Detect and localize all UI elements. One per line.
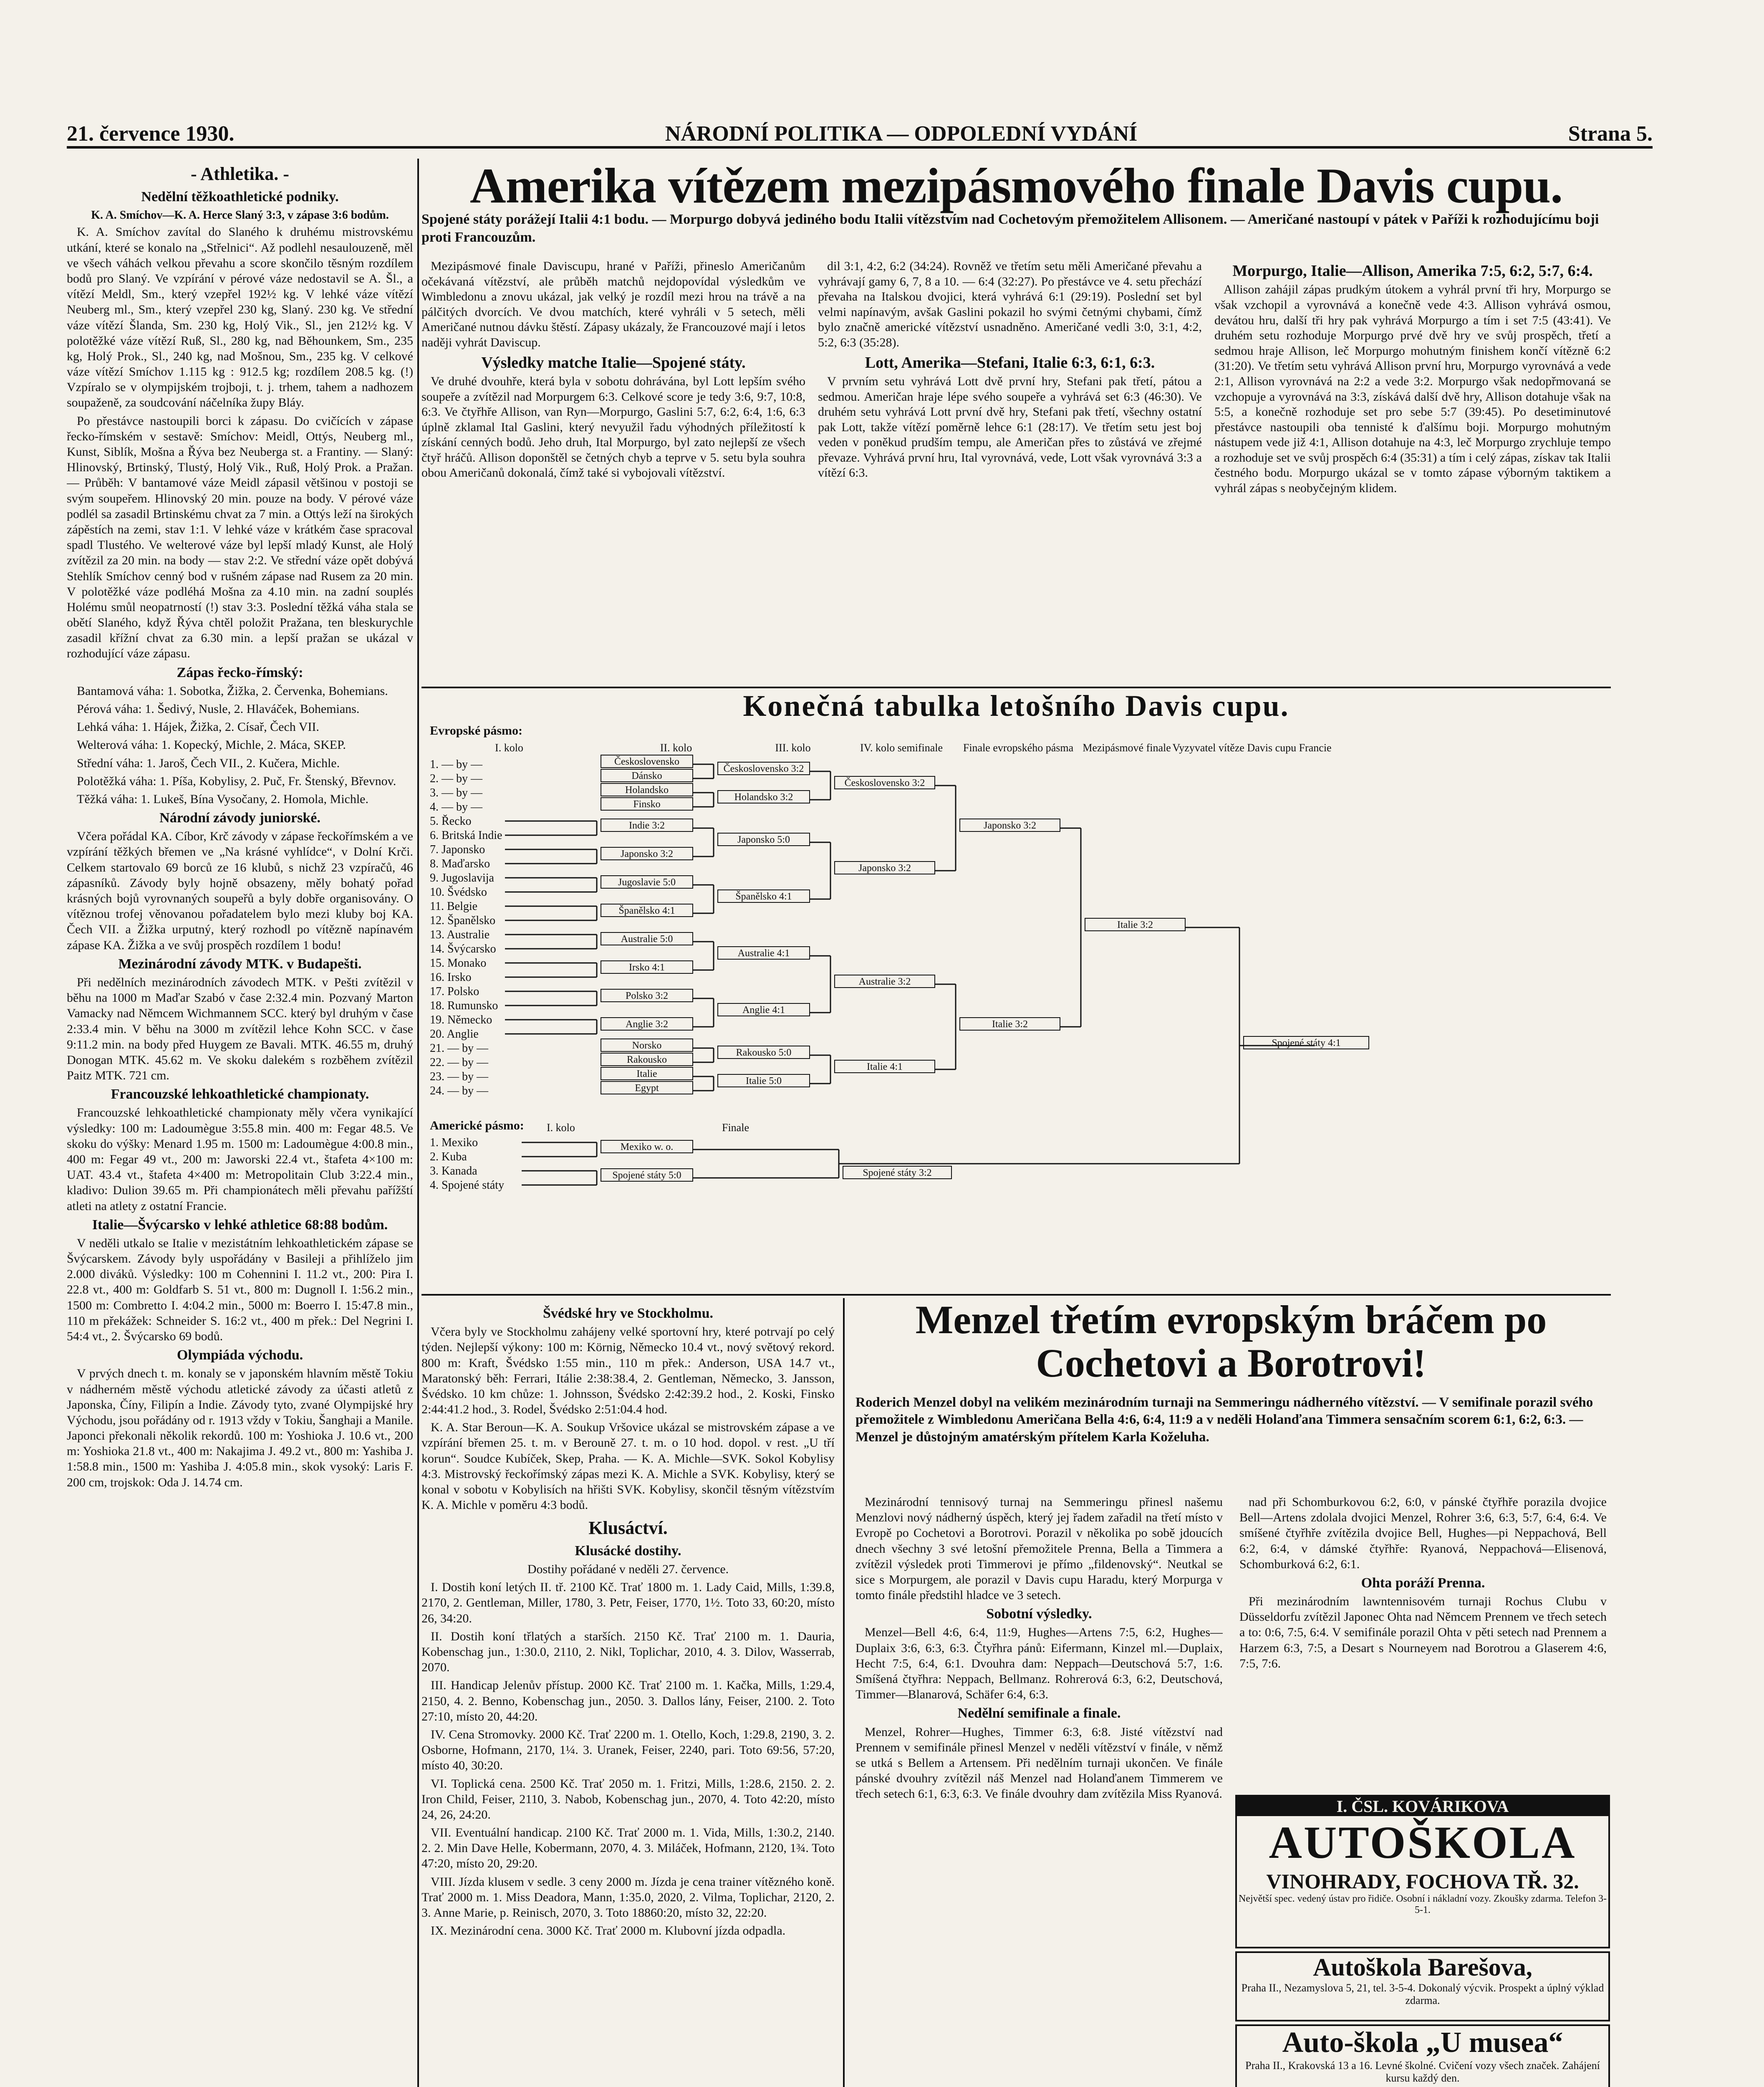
round2-4: Finsko — [633, 799, 661, 810]
round2-7: Jugoslavie 5:0 — [618, 877, 676, 888]
menzel-results-title: Sobotní výsledky. — [986, 1606, 1092, 1622]
weight-class-3: Lehká váha: 1. Hájek, Žižka, 2. Císař, Čech VII. — [77, 720, 319, 734]
round3-5: Australie 4:1 — [737, 948, 790, 959]
round2-3: Holandsko — [625, 785, 669, 796]
weightlifting-paragraph-2: Po přestávce nastoupili borci k zápasu. Do cvičících v zápase řecko-římském v sestavě: Smíchov: Meidl, Ottýs, Neuberg ml., Kunst, Siblík, Mošna a Řýva bez Neuberga st. a Frantiny. — Slaný: Hlinovský, Brtinský, Tlustý, Holý Vik., Ruß, Holý Prok. a Pražan. — Průběh: V bantamové váze Meidl zápasil většinou v postoji se svým soupeřem. Hlinovský 20 min. pouze na body. V pérové váze podlél sa zasadil Brtinskému chvat za 7 min. a Ottýs leží na širokých zápěstích na zemi, stav 1:1. V lehké váze v krátkém čase spracoval spadl Tlustého. Ve welterové váze byl lepší mladý Kunst, ale Holý zvítězil za 20 min. na body — stav 2:2. Ve střední váze opět dobývá Stehlík Smíchov cenný bod v rušném zápase nad Rusem za 20 min. V polotěžké váze podléhá Mošna za 4.10 min. na zadní souplés Holému smůl neopatrností (!) stav 3:3. Poslední těžká váha stala se obětí Slaného, když Řýva chtěl položit Pražana, ten bleskurychle zasadil křížní chvat za 6.30 min. a lepší pražan se ukázal v rozhodující váze zápasu. — [67, 414, 413, 661]
weightlifting-subtitle: K. A. Smíchov—K. A. Herce Slaný 3:3, v zápase 3:6 bodům. — [91, 208, 389, 222]
davis-c2b-text: V prvním setu vyhrává Lott dvě první hry, Stefani pak třetí, pátou a sedmou. Američan hraje lépe svého soupeře a vyhrává set 6:3 (46:30). Ve druhém setu vyhrává Lott první dvě hry, Stefani pak třetí, všechny ostatní pak Lott, takže vítězí poměrně lehce 6:1 (28:17). Ve třetím setu jest boj veden v poněkud prudším tempu, ale Američan přes to zůstává ve zřejmé převaze. Vyhrává první hru, Ital vyrovnává, vede, Lott však vyrovnává 3:3 a vítězí 6:3. — [818, 374, 1202, 480]
entry-9: 9. Jugoslavija — [430, 872, 494, 884]
menzel-results-text: Menzel—Bell 4:6, 6:4, 11:9, Hughes—Artens 7:5, 6:2, Hughes—Duplaix 3:6, 6:3, 6:3. Čtyřhra pánů: Eifermann, Kinzel ml.—Duplaix, Hecht 7:5, 6:4, 6:1. Dvouhra dam: Neppach—Deutschová 5:7, 1:6. Smíšená čtyřhra: Neppach, Bellmanz. Rohrerová 6:3, 6:2, Deutschová, Timmer—Blanarová, Schäfer 6:4, 6:3. — [856, 1625, 1223, 1702]
column-header-5: Finale evropského pásma — [963, 742, 1074, 754]
round2-12: Anglie 3:2 — [626, 1019, 668, 1030]
entry-14: 14. Švýcarsko — [430, 942, 496, 955]
davis-c1-text: Mezipásmové finale Daviscupu, hrané v Paříži, přineslo Američanům očekávaná vítězství, ale průběh matchů nejdopovídal výsledkům ve Wimbledonu a znovu ukázal, jak velký je rozdíl mezi hrou na trávě a na pálčitých dvorcích. Ve dvou matchích, které vyhráli v 5 setech, měli Američané nutnou dávku štěstí. Zápasy ukázaly, že Francouzové mají i letos naději vyhrát Daviscup. — [421, 259, 805, 349]
round3-4: Španělsko 4:1 — [735, 891, 792, 902]
italy-switzerland-title: Italie—Švýcarsko v lehké athletice 68:88 bodům. — [92, 1217, 388, 1233]
entry-21: 21. — by — — [430, 1042, 488, 1055]
ad1-sub: VINOHRADY, FOCHOVA TŘ. 32. — [1266, 1870, 1579, 1893]
am-final-winner: Spojené státy 3:2 — [863, 1167, 932, 1178]
menzel-column-2 — [1239, 1494, 1607, 1786]
am-entry-3: 3. Kanada — [430, 1165, 477, 1177]
column-header-6: Mezipásmové finale — [1083, 742, 1171, 754]
page-header — [67, 117, 1653, 149]
trotting-date: Dostihy pořádané v neděli 27. července. — [527, 1562, 729, 1577]
davis-c1-title: Výsledky matche Italie—Spojené státy. — [481, 354, 746, 371]
junior-text: Včera pořádal KA. Cíbor, Krč závody v zápase řeckořímském a ve vzpírání těžkých břemen ve „Na krásné vyhlídce“, v Dolní Krči. Celkem startovalo 69 borců ze 16 klubů, s nichž 23 vzpíračů, 46 zápasníků. Závody byly hojně obsazeny, měly bohatý pořad krásných bojů vyrovnaných soupeřů a byly dobře organisovány. O vítěznou trofej věnovanou pořadatelem bylo mezi kluby boj KA. Čech VII. a Žižka urputný, který rozhodl po vítězně napínavém zápase KA. Žižka a ve svůj prospěch rozdílem 1 bodu! — [67, 829, 413, 952]
america-col-1: I. kolo — [547, 1122, 575, 1134]
am-round2-1: Mexiko w. o. — [620, 1142, 674, 1152]
entry-18: 18. Rumunsko — [430, 999, 498, 1012]
race-8: IX. Mezinárodní cena. 3000 Kč. Trať 2000 m. Klubovní jízda odpadla. — [431, 1924, 786, 1938]
weight-class-1: Bantamová váha: 1. Sobotka, Žižka, 2. Červenka, Bohemians. — [77, 684, 388, 698]
round2-8: Španělsko 4:1 — [618, 905, 675, 916]
entry-1: 1. — by — — [430, 758, 482, 771]
ad3-main: Auto-škola „U musea“ — [1282, 2026, 1563, 2059]
italy-switzerland-text: V neděli utkalo se Italie v mezistátním lehkoathletickém zápase se Švýcarskem. Závody byly uspořádány v Basileji a přihlíželo jim 2.000 diváků. Výsledky: 100 m Cohennini I. 11.2 vt., 200: Pira I. 22.8 vt., 400 m: Goldfarb S. 51 vt., 800 m: Dugnoll I. 1:56.2 min., 1500 m: Combretto I. 4:04.2 min., 5000 m: Boerro I. 15:47.8 min., 110 m překážek: Schneider S. 16:2 vt., 400 m přek.: Del Negrini I. 54:4 vt., 2. Švýcarsko 69 bodů. — [67, 1236, 413, 1344]
menzel-headline: Menzel třetím evropským bráčem po Cochetovi a Borotrovi! — [915, 1297, 1547, 1385]
menzel-text-1: Mezinárodní tennisový turnaj na Semmeringu přinesl našemu Menzlovi nový nádherný úspěch, který jej řadem zařadil na třetí místo v Evropě po Cochetovi a Borotrovi. Porazil v několika po sobě jdoucích dnech všechny 3 své letošní přemožitele Prenna, Bella a Timmera a zvítězil výsledek proti Timmerovi je přímo „fildenovský“. Neutkal se sice s Morpurgem, ale porazil v Davis cupu Haradu, který Morpurga v tomto finále předstihl hladce ve 3 setech. — [856, 1495, 1223, 1602]
entry-16: 16. Irsko — [430, 971, 472, 984]
am-entry-4: 4. Spojené státy — [430, 1179, 505, 1192]
entry-11: 11. Belgie — [430, 900, 478, 913]
stockholm-text: Včera byly ve Stockholmu zahájeny velké sportovní hry, které potrvají po celý týden. Nejlepší výkony: 100 m: Körnig, Německo 10.4 vt., nový světový rekord. 800 m: Kraft, Švédsko 1:55 min., 110 m přek.: Anderson, USA 14.7 vt., Maratonský běh: Ferrari, Itálie 2:38:38.4, 2. Gentleman, Německo, 3. Jansson, Švédsko. 10 km chůze: 1. Johnsson, Švédsko 2:42:39.2 hod., 2. Koski, Finsko 2:44:41.2 hod., 3. Rodel, Švédsko 2:51:04.4 hod. — [421, 1325, 835, 1417]
round4-3: Australie 3:2 — [858, 976, 911, 987]
round2-16: Egypt — [635, 1083, 659, 1094]
round2-1: Československo — [614, 756, 679, 767]
entry-13: 13. Australie — [430, 928, 490, 941]
column-header-3: III. kolo — [775, 742, 811, 754]
menzel-text-2: nad při Schomburkovou 6:2, 6:0, v pánské čtyřhře porazila dvojice Bell—Artens zdolala dvojici Menzel, Rohrer 3:6, 6:3, 5:7, 6:4, 6:4. Ve smíšené čtyřhře zvítězila dvojice Bell, Hughes—pi Neppachová, Bell 6:2, 6:4, v dámské čtyřhře: Ryanová, Neppachová—Elisenová, Schomburková 6:2, 6:1. — [1239, 1495, 1607, 1571]
column-header-4: IV. kolo semifinale — [860, 742, 943, 754]
davis-c3-text: Allison zahájil zápas prudkým útokem a vyhrál první tři hry, Morpurgo se však vzchopil a vyrovnává a konečně vede 4:3. Allison vyhrává osmou, devátou hru, další tři hry pak vyhrává Morpurgo a tím i set 7:5 (43:41). Ve druhém setu rozhoduje Morpurgo prvé dvě hry ve svůj prospěch, třetí a sedmou hraje Allison, leč Morpurgo mohutným finishem končí vítězně 6:2 (31:20). Ve třetím setu vyhrává Allison první hru, Morpurgo vyrovnává a vede 2:1, Allison vyrovnává na 2:2 a vede 3:2. Morpurgo však nedopřmovaná se vzchopuje a vyrovnává na 3:3, získává další dvě hry, Allison dotahuje však na 5:5, a konečně rozhoduje set pro sebe 5:7 (39:45). Po desetiminutové přestávce nastoupili oba tennisté k ďalšímu boji. Morpurgo mohutným nástupem vede již 4:1, Allison dotahuje na 4:3, leč Morpurgo zrychluje tempo a rozhoduje set ve svůj prospěch 6:4 (35:31) a tím i celý zápas, získav tak Italii čestného bodu. Morpurgo ukázal se v tomto zápase výborným taktikem a vyhrál zápas s neobyčejným klidem. — [1214, 283, 1611, 495]
menzel-results2-title: Nedělní semifinale a finale. — [957, 1705, 1121, 1721]
davis-c2-title: Lott, Amerika—Stefani, Italie 6:3, 6:1, 6:3. — [865, 354, 1155, 371]
table-bottom-rule — [421, 1294, 1611, 1296]
davis-column-2 — [818, 259, 1202, 685]
junior-title: Národní závody juniorské. — [159, 810, 320, 826]
round3-8: Italie 5:0 — [746, 1076, 782, 1086]
weightlifting-paragraph-1: K. A. Smíchov zavítal do Slaného k druhému mistrovskému utkání, které se konalo na „Střelnici“. Až podlehl nesaulouzeně, měl ve všech váhách velkou převahu a score skončilo těsným rozdílem bodů pro Slaný. Ve vzpírání v pérové váze nedostavil se A. Šl., a vítězí Meldl, Sm., který vzepřel 192½ kg. V lehké váze vítězí Neuberg ml., Sm., který vzepřel 230 kg, Slaný. 230 kg. Ve střední váze vítězí Šlanda, Sm. 230 kg, Holý Vik., Sl., jen 212½ kg. V polotěžké váze vítězí Ruß, Sl., 280 kg, nad Běhounkem, Sm., 235 kg, Holý Prok., Sl., 240 kg, nad Mošnou, Sm., 235 kg. V celkové váze vítězí Smíchov 1.115 kg : 912.5 kg; rozdílem 208.5 kg. (!) Vzpíralo se v olympijském trojboji, t. j. trhem, tahem a nadhozem soupaženě, za soudcování náčelníka župy Bláy. — [67, 225, 413, 410]
weight-class-2: Pérová váha: 1. Šedivý, Nusle, 2. Hlaváček, Bohemians. — [77, 702, 360, 716]
round4-1: Československo 3:2 — [844, 778, 925, 788]
ohta-title: Ohta poráží Prenna. — [1361, 1575, 1485, 1591]
entry-3: 3. — by — — [430, 786, 482, 799]
ad2-sub: Praha II., Nezamyslova 5, 21, tel. 3-5-4. Dokonalý výcvik. Prospekt a úplný výklad zdarma. — [1241, 1982, 1604, 2006]
entry-8: 8. Maďarsko — [430, 857, 490, 870]
round2-6: Japonsko 3:2 — [621, 849, 673, 859]
column-header-1: I. kolo — [495, 742, 523, 754]
race-1: I. Dostih koní letých II. tř. 2100 Kč. Trať 1800 m. 1. Lady Caid, Mills, 1:39.8, 2170, 2. Gentleman, Miller, 1780, 3. Petr, Feiser, 1770, 1½. Toto 33, 60:20, místo 26, 34:20. — [421, 1580, 835, 1625]
round4-4: Italie 4:1 — [867, 1061, 903, 1072]
ohta-text: Při mezinárodním lawntennisovém turnaji Rochus Clubu v Düsseldorfu zvítězil Japonec Ohta nad Němcem Prennem ve třech setech a to: 0:6, 7:5, 6:4. V semifinále porazil Ohta v pěti setech nad Prennem a Harzem 6:3, 7:5, a Desart s Nourneyem nad Borotrou a Glaserem 4:6, 7:5, 7:6. — [1239, 1594, 1607, 1670]
weight-class-4: Welterová váha: 1. Kopecký, Michle, 2. Máca, SKEP. — [77, 738, 346, 752]
round3-3: Japonsko 5:0 — [737, 834, 790, 845]
column-header-7: Vyzyvatel vítěze Davis cupu Francie — [1172, 742, 1332, 754]
am-entry-1: 1. Mexiko — [430, 1136, 478, 1149]
trotting-section: Klusáctví. — [588, 1518, 668, 1539]
french-champs-text: Francouzské lehkoathletické championaty měly včera vynikající výsledky: 100 m: Ladoumègue 3:55.8 min. 400 m: Fegar 48.5. Ve skoku do výšky: Menard 1.95 m. 1500 m: Ladoumègue 4:00.8 min., 400 m: Fegar 49 vt., 200 m: Jaworski 22.4 vt., štafeta 4×100 m: UAT. 43.4 vt., štafeta 4×400 m: Metropolitain Club 3:22.4 min., kladivo: Dulion 39.65 m. Při championátech měli převahu pařížští atleti na atlety z ostatní Francie. — [67, 1106, 413, 1213]
bracket-diagram — [421, 722, 1611, 1290]
entry-4: 4. — by — — [430, 801, 482, 814]
header-masthead: NÁRODNÍ POLITIKA — ODPOLEDNÍ VYDÁNÍ — [665, 122, 1138, 146]
olympiad-title: Olympiáda východu. — [177, 1347, 303, 1363]
davis-c2-text: dil 3:1, 4:2, 6:2 (34:24). Rovněž ve třetím setu měli Američané převahu a vyhrávají gamy 6, 7, 8 a 10. — 6:4 (32:27). Po přestávce ve 4. setu přechází převaha na Italskou dvojici, která vyhrává 6:1 (29:19). Poslední set byl velmi napínavým, avšak Gaslini pokazil ho svými četnými chybami, čímž bylo značně americké vítězství usnadněno. Američané vedli 3:0, 3:1, 4:2, 5:2, 6:3 (35:28). — [818, 259, 1202, 349]
race-4: IV. Cena Stromovky. 2000 Kč. Trať 2200 m. 1. Otello, Koch, 1:29.8, 2190, 3. 2. Osborne, Hofmann, 2170, 1¼. 3. Uranek, Feiser, 2240, pari. Toto 69:56, 57:20, místo 40, 30:20. — [421, 1727, 835, 1773]
athletics-section-title: - Athletika. - — [191, 164, 289, 184]
entry-10: 10. Švédsko — [430, 886, 487, 899]
davis-column-1 — [421, 259, 805, 685]
entry-15: 15. Monako — [430, 957, 487, 970]
davis-column-3 — [1214, 259, 1611, 685]
round6-1: Italie 3:2 — [1117, 920, 1153, 930]
entry-24: 24. — by — — [430, 1084, 488, 1097]
greco-roman-title: Zápas řecko-římský: — [177, 665, 303, 680]
ad1-main: AUTOŠKOLA — [1269, 1817, 1577, 1868]
ad3-sub: Praha II., Krakovská 13 a 16. Levné školné. Cvičení vozy všech značek. Zahájení kursu každý den. — [1245, 2059, 1600, 2084]
race-5: VI. Toplická cena. 2500 Kč. Trať 2050 m. 1. Fritzi, Mills, 1:28.6, 2150. 2. 2. Iron Child, Feiser, 2110, 3. Nabob, Kobenschag jun., 2070, 4. Toto 42:20, místo 24, 26, 24:20. — [421, 1776, 835, 1822]
column-header-2: II. kolo — [660, 742, 692, 754]
entry-20: 20. Anglie — [430, 1028, 479, 1041]
ad1-small: Největší spec. vedený ústav pro řidiče. Osobní i nákladní vozy. Zkoušky zdarma. Telefon 3-5-1. — [1238, 1893, 1607, 1915]
menzel-column-1 — [856, 1494, 1223, 2087]
am-entry-2: 2. Kuba — [430, 1150, 467, 1163]
round3-1: Československo 3:2 — [723, 763, 804, 774]
davis-headline: Amerika vítězem mezipásmového finale Davis cupu. — [469, 158, 1563, 213]
race-6: VII. Eventuální handicap. 2100 Kč. Trať 2000 m. 1. Vida, Mills, 1:30.2, 2140. 2. 2. Min Dave Helle, Kobermann, 2070, 4. 3. Miláček, Hofmann, 2120, 1¾. Toto 47:20, místo 20, 29:20. — [421, 1826, 835, 1871]
mtk-title: Mezinárodní závody MTK. v Budapešti. — [118, 956, 362, 972]
entry-6: 6. Britská Indie — [430, 829, 502, 842]
america-col-final: Finale — [722, 1122, 749, 1134]
ad-baresova — [1235, 1951, 1610, 2021]
table-top-rule — [421, 687, 1611, 688]
ad-u-musea — [1235, 2024, 1610, 2087]
olympiad-text: V prvých dnech t. m. konaly se v japonském hlavním městě Tokiu v nádherném městě východu atletické závody za účasti atletů z Japonska, Číny, Filipín a Indie. Závody tyto, zvané Olympijské hry Východu, jsou pořádány od r. 1913 vždy v Tokiu, Šanghaji a Manile. Japonci překonali několik rekordů. 100 m: Yoshioka J. 10.6 vt., 200 m: Yoshioka 21.8 vt., 400 m: Nakajima J. 49.2 vt., 800 m: Yashiba J. 1:58.8 min., 1500 m: Yashiba J. 4:05.8 min., skok vysoký: Laris F. 200 cm, trojskok: Oda J. 14.74 cm. — [67, 1367, 413, 1489]
davis-c1b-text: Ve druhé dvouhře, která byla v sobotu dohrávána, byl Lott lepším svého soupeře a zvítězil nad Morpurgem 6:3. Celkové score je tedy 3:6, 9:7, 10:8, 6:3. Ve čtyřhře Allison, van Ryn—Morpurgo, Gaslini 5:7, 6:2, 6:4, 1:6, 6:3 úplně zklamal Ital Gaslini, který nevyužil řadu výhodných příležitostí k získání cenných bodů. Jeho druh, Ital Morpurgo, byl zato nejlepší ze všech čtyř hráčů. Allison doponštěl se četných chyb a teprve v 5. setu byla souhra obou Američanů dokonalá, čímž také si vybojovali vítězství. — [421, 374, 805, 480]
round5-1: Japonsko 3:2 — [984, 820, 1036, 831]
weight-class-7: Těžká váha: 1. Lukeš, Bína Vysočany, 2. Homola, Michle. — [77, 792, 368, 806]
mtk-text: Při nedělních mezinárodních závodech MTK. v Pešti zvítězil v běhu na 1000 m Maďar Szabó v čase 2:32.4 min. Pozvaný Marton Vamacky nad Němcem Wichmannem SCC. který byl druhým v čase 2:33.4 min. V běhu na 3000 m zvítězil lehce Kohn SCC. v čase 9:11.2 min. na body před Huygem ze Bavali. MTK. 46.55 m, druhý Donogan MTK. 45.62 m. Ve skoku dalekém s rozběhem zvítězil Paitz MTK. 721 cm. — [67, 975, 413, 1083]
round2-14: Rakousko — [627, 1054, 667, 1065]
entry-23: 23. — by — — [430, 1070, 488, 1083]
menzel-lede: Roderich Menzel dobyl na velikém mezinárodním turnaji na Semmeringu nádherného vítězství. — V semifinale porazil svého přemožitele z Wimbledonu Američana Bella 4:6, 6:4, 11:9 a v neděli Holanďana Timmera sensačním scorem 6:1, 6:2, 6:3. — Menzel je důstojným amatérským přítelem Karla Koželuha. — [856, 1395, 1593, 1445]
entry-5: 5. Řecko — [430, 815, 472, 828]
round3-7: Rakousko 5:0 — [736, 1047, 792, 1058]
table-title: Konečná tabulka letošního Davis cupu. — [743, 689, 1290, 723]
header-date: 21. července 1930. — [67, 122, 235, 146]
round2-5: Indie 3:2 — [629, 820, 665, 831]
entry-17: 17. Polsko — [430, 985, 479, 998]
davis-c3-title: Morpurgo, Italie—Allison, Amerika 7:5, 6:2, 5:7, 6:4. — [1232, 262, 1593, 280]
round4-2: Japonsko 3:2 — [858, 863, 911, 874]
entry-19: 19. Německo — [430, 1013, 492, 1026]
race-7: VIII. Jízda klusem v sedle. 3 ceny 2000 m. Jízda je cena trainer vítězného koně. Trať 2000 m. 1. Miss Deadora, Mann, 1:35.0, 2020, 2. Vilma, Toplichar, 2120, 2. 3. Anne Marie, p. Reinisch, 2070, 3. Toto 18860:20, místo 32, 22:20. — [421, 1875, 835, 1920]
europe-zone-label: Evropské pásmo: — [430, 724, 522, 738]
entry-2: 2. — by — — [430, 772, 482, 785]
header-page-number: Strana 5. — [1568, 122, 1653, 146]
ad2-main: Autoškola Barešova, — [1313, 1953, 1532, 1981]
round3-2: Holandsko 3:2 — [734, 792, 793, 803]
weight-class-5: Střední váha: 1. Jaroš, Čech VII., 2. Kučera, Michle. — [77, 756, 340, 770]
stockholm-column — [421, 1302, 835, 2087]
weightlifting-title: Nedělní těžkoathletické podniky. — [141, 189, 339, 205]
ad-kovarikova — [1235, 1795, 1610, 1948]
wrestling-text: K. A. Star Beroun—K. A. Soukup Vršovice ukázal se mistrovském zápase a ve vzpírání břemen 25. t. m. v Berouně 27. t. m. o 10 hod. dopol. v rest. „U tří korun“. Soudce Kubíček, Skep, Praha. — K. A. Michle—SVK. Sokol Kobylisy 4:3. Mistrovský řeckořímský zápas mezi K. A. Michle a SVK. Kobylisy, který se konal v sobotu v Kobylisích na hřišti SVK. Kobylisy, skončil těsným vítězstvím K. A. Michle v poměru 4:3 bodů. — [421, 1420, 835, 1512]
column-rule-left — [417, 159, 419, 2087]
column-rule-lower — [843, 1298, 845, 2087]
davis-cup-table — [421, 689, 1611, 1290]
round2-11: Polsko 3:2 — [625, 990, 669, 1001]
round3-6: Anglie 4:1 — [742, 1005, 785, 1016]
round2-10: Irsko 4:1 — [629, 962, 665, 973]
interzone-winner: Spojené státy 4:1 — [1272, 1038, 1341, 1049]
round2-9: Australie 5:0 — [621, 934, 673, 945]
weight-class-6: Polotěžká váha: 1. Píša, Kobylisy, 2. Puč, Fr. Štenský, Břevnov. — [77, 774, 396, 788]
round2-13: Norsko — [632, 1040, 662, 1051]
round2-15: Italie — [636, 1069, 657, 1079]
trotting-title: Klusácké dostihy. — [575, 1543, 681, 1559]
ad1-top: I. ČSL. KOVÁRIKOVA — [1237, 1796, 1608, 1816]
round2-2: Dánsko — [631, 771, 662, 781]
stockholm-title: Švédské hry ve Stockholmu. — [543, 1306, 714, 1321]
round5-2: Italie 3:2 — [992, 1019, 1028, 1030]
entry-12: 12. Španělsko — [430, 914, 496, 927]
athletics-column — [67, 159, 413, 2087]
davis-lede: Spojené státy porážejí Italii 4:1 bodu. — Morpurgo dobyvá jediného bodu Italii vítězstvím nad Cochetovým přemožitelem Allisonem. — Američané nastoupí v pátek v Paříži k rozhodujícímu boji proti Francouzům. — [421, 212, 1599, 245]
french-champs-title: Francouzské lehkoathletické championaty. — [111, 1086, 369, 1102]
america-zone-label: Americké pásmo: — [430, 1119, 524, 1132]
menzel-results2-text: Menzel, Rohrer—Hughes, Timmer 6:3, 6:8. Jisté vítězství nad Prennem v semifinále přinesl Menzel v neděli vítězství v finále, v němž se utká s Bellem a Artensem. Při nedělním turnaji ukončen. Ve finále pánské dvouhry zvítězil náš Menzel nad Holanďanem Timmerem ve třech setech 6:1, 6:3, 6:3. Ve finále dvouhry dam zvítězila Miss Ryanová. — [856, 1725, 1223, 1801]
race-3: III. Handicap Jelenův přístup. 2000 Kč. Trať 2100 m. 1. Kačka, Mills, 1:29.4, 2150, 4. 2. Benno, Kobenschag jun., 2050. 3. Dallos lány, Feiser, 2100. 2. Toto 27:10, místo 20, 44:20. — [421, 1678, 835, 1723]
entry-22: 22. — by — — [430, 1056, 488, 1069]
entry-7: 7. Japonsko — [430, 843, 485, 856]
am-round2-2: Spojené státy 5:0 — [612, 1170, 681, 1181]
race-2: II. Dostih koní třlatých a starších. 2150 Kč. Trať 2100 m. 1. Dauria, Kobenschag jun., 1:30.0, 2110, 2. Nikl, Toplichar, 2010, 4. 3. Dilov, Wasserrab, 2070. — [421, 1629, 835, 1675]
